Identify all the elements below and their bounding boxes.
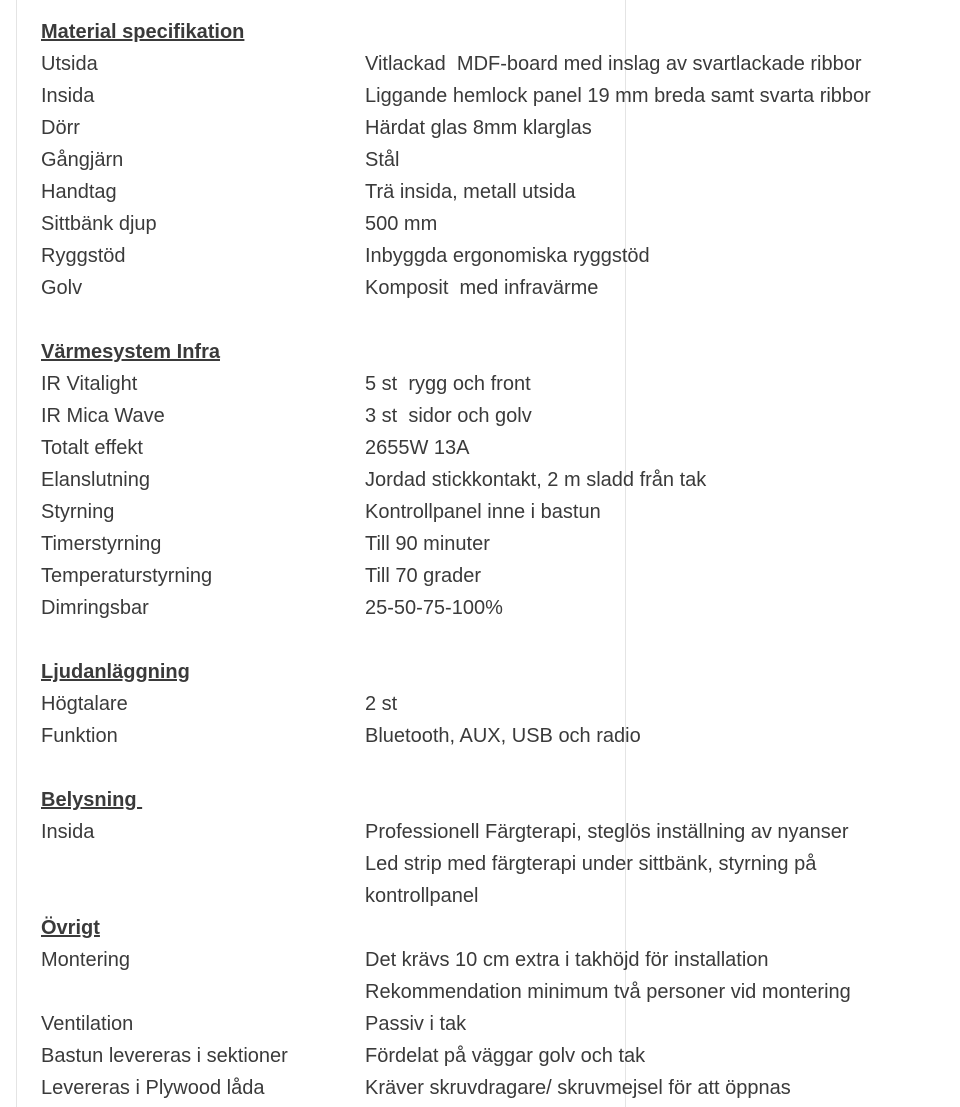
spec-label: Golv [41, 277, 83, 299]
spec-value: Passiv i tak [365, 1013, 467, 1035]
spec-row [41, 432, 941, 464]
spec-label: Temperaturstyrning [41, 565, 213, 587]
specification-list [41, 16, 941, 1104]
spec-value: Vitlackad MDF-board med inslag av svartlackade ribbor [365, 53, 862, 75]
spec-row [41, 240, 941, 272]
left-border-line [16, 0, 17, 1107]
section-audio [41, 656, 941, 752]
spec-value: Fördelat på väggar golv och tak [365, 1045, 646, 1067]
spec-label: Timerstyrning [41, 533, 162, 555]
spec-row [41, 144, 941, 176]
section-heading: Ljudanläggning [41, 661, 190, 683]
spec-label: Styrning [41, 501, 115, 523]
spec-row [41, 1008, 941, 1040]
spec-label: Levereras i Plywood låda [41, 1077, 265, 1099]
spec-label: Handtag [41, 181, 117, 203]
spec-row [41, 688, 941, 720]
spec-value: Stål [365, 149, 400, 171]
spec-value: Trä insida, metall utsida [365, 181, 576, 203]
spec-label: Högtalare [41, 693, 128, 715]
spec-row [41, 1072, 941, 1104]
spec-row [41, 176, 941, 208]
section-heading: Material specifikation [41, 21, 245, 43]
spec-label: Bastun levereras i sektioner [41, 1045, 288, 1067]
spec-row [41, 80, 941, 112]
spec-row [41, 1040, 941, 1072]
spec-row [41, 48, 941, 80]
spec-value: Rekommendation minimum två personer vid montering [365, 981, 851, 1003]
spec-row [41, 944, 941, 1008]
spec-value: Bluetooth, AUX, USB och radio [365, 725, 641, 747]
spec-value: Det krävs 10 cm extra i takhöjd för installation [365, 949, 769, 971]
section-heading: Belysning [41, 789, 143, 811]
spec-value: Härdat glas 8mm klarglas [365, 117, 592, 139]
spec-value: 500 mm [365, 213, 438, 235]
spec-value: 3 st sidor och golv [365, 405, 532, 427]
spec-row [41, 528, 941, 560]
spec-value: Till 70 grader [365, 565, 481, 587]
spec-value: 2655W 13A [365, 437, 470, 459]
spec-row [41, 208, 941, 240]
spec-value: Liggande hemlock panel 19 mm breda samt svarta ribbor [365, 85, 871, 107]
spec-value: Till 90 minuter [365, 533, 490, 555]
section-other [41, 912, 941, 1104]
spec-label: Montering [41, 949, 130, 971]
spec-row [41, 464, 941, 496]
spec-row [41, 112, 941, 144]
section-lighting [41, 784, 941, 912]
spec-value: Professionell Färgterapi, steglös inställning av nyanser [365, 821, 849, 843]
spec-row [41, 368, 941, 400]
spec-label: Gångjärn [41, 149, 124, 171]
spec-label: Ventilation [41, 1013, 134, 1035]
spec-label: Dörr [41, 117, 80, 139]
spec-row [41, 592, 941, 624]
section-material [41, 16, 941, 304]
spec-label: Insida [41, 821, 95, 843]
spec-label: Sittbänk djup [41, 213, 157, 235]
spec-value: Kontrollpanel inne i bastun [365, 501, 601, 523]
spec-value: 5 st rygg och front [365, 373, 531, 395]
spec-row [41, 400, 941, 432]
spec-label: IR Mica Wave [41, 405, 165, 427]
spec-value: Jordad stickkontakt, 2 m sladd från tak [365, 469, 707, 491]
spec-label: Insida [41, 85, 95, 107]
section-heating [41, 336, 941, 624]
spec-value: Led strip med färgterapi under sittbänk, styrning på kontrollpanel [365, 853, 822, 907]
spec-label: Elanslutning [41, 469, 150, 491]
spec-value: Kräver skruvdragare/ skruvmejsel för att öppnas [365, 1077, 791, 1099]
spec-row [41, 496, 941, 528]
spec-label: Totalt effekt [41, 437, 143, 459]
section-heading: Värmesystem Infra [41, 341, 220, 363]
spec-label: IR Vitalight [41, 373, 138, 395]
spec-value: Komposit med infravärme [365, 277, 599, 299]
spec-label: Ryggstöd [41, 245, 126, 267]
section-heading: Övrigt [41, 917, 100, 939]
spec-label: Dimringsbar [41, 597, 149, 619]
spec-row [41, 720, 941, 752]
spec-label: Funktion [41, 725, 118, 747]
spec-value: Inbyggda ergonomiska ryggstöd [365, 245, 650, 267]
spec-row [41, 560, 941, 592]
spec-label: Utsida [41, 53, 98, 75]
spec-row [41, 272, 941, 304]
spec-value: 2 st [365, 693, 398, 715]
spec-value: 25-50-75-100% [365, 597, 503, 619]
spec-row [41, 816, 941, 912]
